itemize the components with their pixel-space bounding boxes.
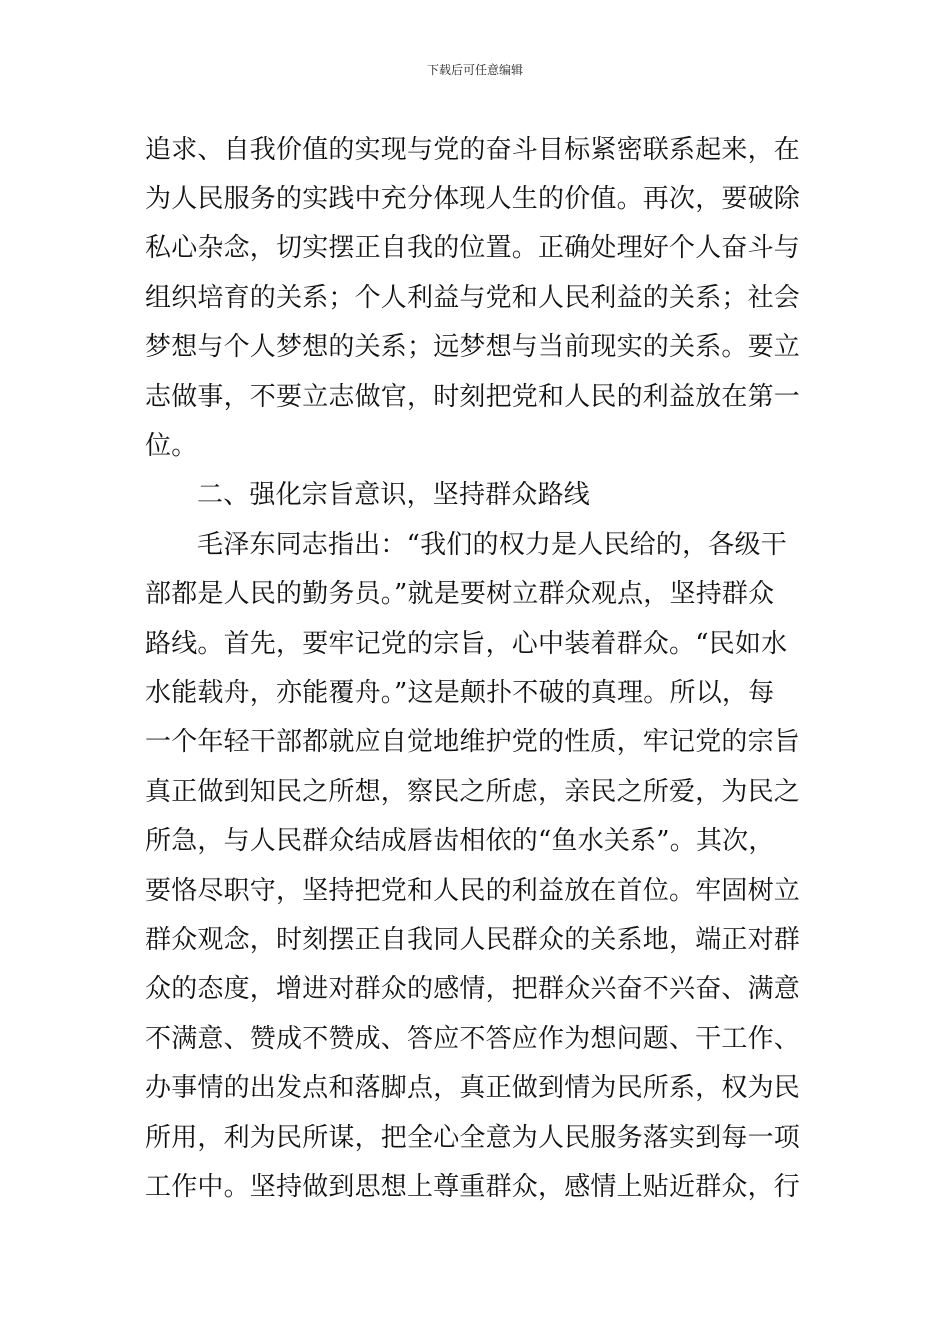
text-line: 部都是人民的勤务员。”就是要树立群众观点，坚持群众	[145, 579, 775, 609]
text-line: 群众观念，时刻摆正自我同人民群众的关系地，端正对群	[145, 925, 801, 955]
text-line: 梦想与个人梦想的关系；远梦想与当前现实的关系。要立	[145, 332, 801, 362]
page-header: 下载后可任意编辑	[426, 63, 523, 77]
text-line: 毛泽东同志指出：“我们的权力是人民给的，各级干	[197, 530, 787, 560]
text-line: 一个年轻干部都就应自觉地维护党的性质，牢记党的宗旨	[145, 727, 801, 757]
text-line: 为人民服务的实践中充分体现人生的价值。再次，要破除	[145, 184, 801, 214]
text-line: 位。	[145, 431, 198, 461]
section-heading: 二、强化宗旨意识，坚持群众路线	[197, 480, 591, 510]
text-line: 工作中。坚持做到思想上尊重群众，感情上贴近群众，行	[145, 1172, 801, 1202]
text-line: 志做事，不要立志做官，时刻把党和人民的利益放在第一	[145, 382, 801, 412]
text-line: 水能载舟，亦能覆舟。”这是颠扑不破的真理。所以，每	[145, 678, 775, 708]
text-line: 众的态度，增进对群众的感情，把群众兴奋不兴奋、满意	[145, 974, 801, 1004]
text-line: 办事情的出发点和落脚点，真正做到情为民所系，权为民	[145, 1073, 801, 1103]
text-line: 追求、自我价值的实现与党的奋斗目标紧密联系起来，在	[145, 135, 801, 165]
text-line: 不满意、赞成不赞成、答应不答应作为想问题、干工作、	[145, 1024, 801, 1054]
text-line: 所用，利为民所谋，把全心全意为人民服务落实到每一项	[145, 1123, 801, 1153]
text-line: 所急，与人民群众结成唇齿相依的“鱼水关系”。其次，	[145, 826, 775, 856]
text-line: 要恪尽职守，坚持把党和人民的利益放在首位。牢固树立	[145, 876, 801, 906]
text-line: 真正做到知民之所想，察民之所虑，亲民之所爱，为民之	[145, 777, 801, 807]
text-line: 路线。首先，要牢记党的宗旨，心中装着群众。“民如水	[145, 629, 788, 659]
text-line: 组织培育的关系；个人利益与党和人民利益的关系；社会	[145, 283, 801, 313]
text-line: 私心杂念，切实摆正自我的位置。正确处理好个人奋斗与	[145, 233, 801, 263]
